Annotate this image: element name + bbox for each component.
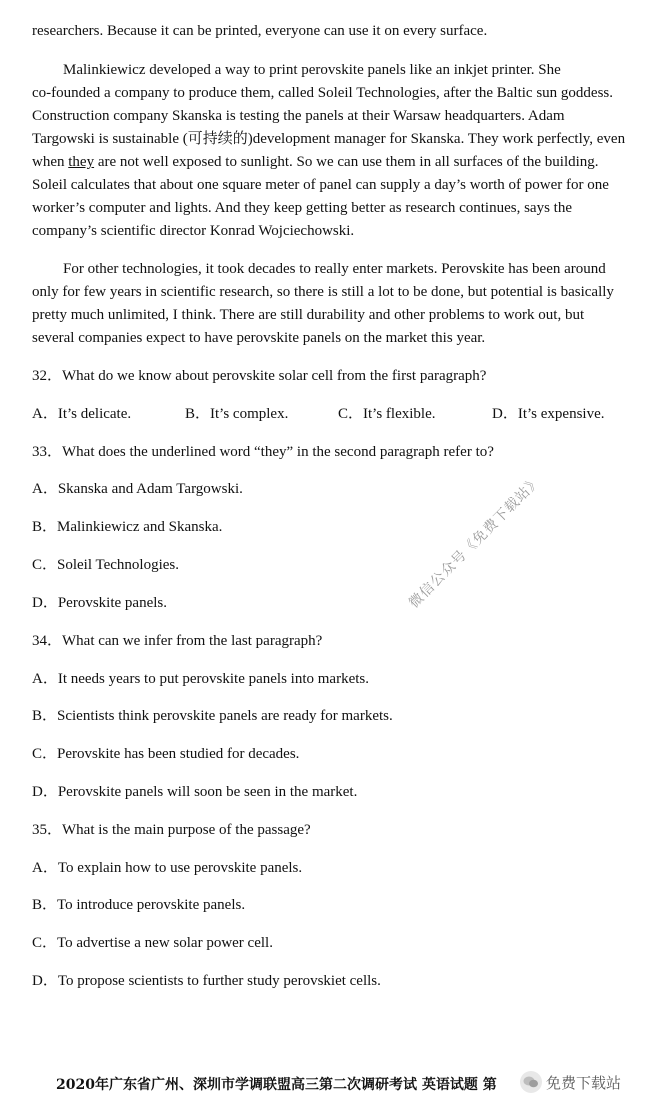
p2-line-6: Soleil calculates that about one square meter of panel can supply a day’s worth of power for one bbox=[32, 177, 609, 193]
q33-option-a: A．Skanska and Adam Targowski. bbox=[32, 481, 243, 497]
page-footer: 2020年广东省广州、深圳市学调联盟高三第二次调研考试 英语试题 第 bbox=[56, 1077, 497, 1093]
q35-option-a: A．To explain how to use perovskite panels. bbox=[32, 860, 303, 876]
wechat-icon bbox=[520, 1071, 542, 1093]
q32-option-d: D．It’s expensive. bbox=[492, 406, 605, 422]
q35-option-c: C．To advertise a new solar power cell. bbox=[32, 935, 273, 951]
q34-option-c: C．Perovskite has been studied for decades. bbox=[32, 746, 300, 762]
p3-line-1: For other technologies, it took decades to really enter markets. Perovskite has been around bbox=[63, 261, 606, 277]
p2-line-7: worker’s computer and lights. And they keep getting better as research continues, says the bbox=[32, 200, 572, 216]
q33-option-d: D．Perovskite panels. bbox=[32, 595, 167, 611]
p2-line-5-pre: when bbox=[32, 154, 69, 170]
p2-line-5-post: are not well exposed to sunlight. So we can use them in all surfaces of the building. bbox=[94, 154, 599, 170]
p3-line-2: only for few years in scientific research, so there is still a lot to be done, but potential is basically bbox=[32, 284, 614, 300]
question-34: 34．What can we infer from the last paragraph? bbox=[32, 633, 323, 649]
source-badge bbox=[520, 1066, 640, 1098]
watermark-text: 微信公众号《免费下载站》 bbox=[406, 472, 545, 612]
q33-option-c: C．Soleil Technologies. bbox=[32, 557, 179, 573]
q35-option-b: B．To introduce perovskite panels. bbox=[32, 897, 246, 913]
p2-line-4: Targowski is sustainable (可持续的)development manager for Skanska. They work perfectly, even bbox=[32, 131, 626, 147]
q32-option-a: A．It’s delicate. bbox=[32, 406, 132, 422]
p2-line-3: Construction company Skanska is testing the panels at their Warsaw headquarters. Adam bbox=[32, 108, 565, 124]
p2-line-2: co-founded a company to produce them, called Soleil Technologies, after the Baltic sun goddess. bbox=[32, 85, 614, 101]
question-35: 35．What is the main purpose of the passage? bbox=[32, 822, 311, 838]
q32-option-b: B．It’s complex. bbox=[185, 406, 289, 422]
paragraph-1-end: researchers. Because it can be printed, everyone can use it on every surface. bbox=[32, 23, 488, 39]
q35-option-d: D．To propose scientists to further study perovskiet cells. bbox=[32, 973, 381, 989]
q34-option-a: A．It needs years to put perovskite panels into markets. bbox=[32, 671, 370, 687]
p2-line-5 bbox=[32, 152, 599, 172]
underlined-word-they: they bbox=[68, 154, 95, 170]
q33-option-b: B．Malinkiewicz and Skanska. bbox=[32, 519, 223, 535]
q34-option-b: B．Scientists think perovskite panels are ready for markets. bbox=[32, 708, 393, 724]
p3-line-4: several companies expect to have perovskite panels on the market this year. bbox=[32, 330, 486, 346]
p2-line-8: company’s scientific director Konrad Wojciechowski. bbox=[32, 223, 355, 239]
question-33: 33．What does the underlined word “they” in the second paragraph refer to? bbox=[32, 444, 494, 460]
p2-line-1: Malinkiewicz developed a way to print perovskite panels like an inkjet printer. She bbox=[63, 62, 561, 78]
q32-option-c: C．It’s flexible. bbox=[338, 406, 436, 422]
p3-line-3: pretty much unlimited, I think. There are still durability and other problems to work out, but bbox=[32, 307, 585, 323]
q34-option-d: D．Perovskite panels will soon be seen in the market. bbox=[32, 784, 358, 800]
question-32: 32．What do we know about perovskite solar cell from the first paragraph? bbox=[32, 368, 487, 384]
badge-label: 免费下载站 bbox=[546, 1073, 622, 1092]
